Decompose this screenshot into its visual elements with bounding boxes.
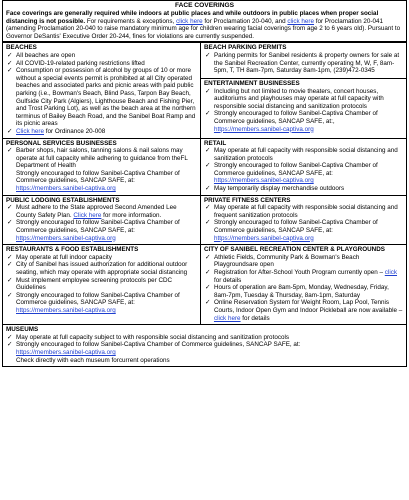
item-text: Strongly encouraged to follow Sanibel-Captiva Chamber of Commerce guidelines, SANCAP SAFE, at: <box>16 291 180 307</box>
recreation-section <box>200 245 406 325</box>
item-text: Consumption or possession of alcohol by groups of 10 or more without a special events permit is prohibited at all City operated beaches and associated parks and picnic areas with paid public parking (i.e., Bowman's Beach, Blind Pass, Tarpon Bay Beach, Gulfside City Park (Algiers), Lighthouse Beach and Fishing Pier, and Trost Parking Lot), as well as the beach area at the northern terminus of Bailey Beach Road, and the Sanibel Boat Ramp and its picnic areas <box>16 67 196 128</box>
continuation-text: Check directly with each museum forcurrent operations <box>16 356 170 364</box>
section-title: RESTAURANTS & FOOD ESTABLISHMENTS <box>6 246 139 254</box>
item-text: May operate at full capacity subject to with responsible social distancing and sanitization protocols <box>16 333 290 341</box>
sancap-safe-link[interactable]: https://members.sanibel-captiva.org <box>213 234 314 242</box>
list-item <box>6 60 197 68</box>
item-text: Strongly encouraged to follow Sanibel-Captiva Chamber of Commerce guidelines, SANCAP SAFE, at: <box>16 341 301 349</box>
item-text: May operate at full capacity with responsible social distancing and sanitization protocols <box>213 147 398 162</box>
item-text: Strongly encouraged to follow Sanibel-Captiva Chamber of Commerce guidelines, SANCAP SAFE, at: <box>16 169 180 185</box>
check-icon: ✓ <box>204 269 211 276</box>
check-icon: ✓ <box>7 204 13 212</box>
check-icon: ✓ <box>204 284 211 292</box>
lodging-section <box>3 195 201 245</box>
check-icon: ✓ <box>204 147 211 155</box>
proclamation-20-040-link[interactable]: click here <box>176 17 203 25</box>
check-icon: ✓ <box>7 333 13 341</box>
check-icon: ✓ <box>204 51 211 59</box>
museums-section <box>3 325 407 367</box>
list-item <box>204 299 403 322</box>
list-item <box>204 110 403 133</box>
item-text: Must adhere to the State approved Second Amended Lee County Safety Plan. <box>16 204 177 219</box>
list-item <box>204 162 403 185</box>
check-icon: ✓ <box>7 67 13 75</box>
ordinance-link[interactable]: Click here <box>16 127 44 135</box>
intro-text: for Proclamation 20-040, and <box>202 17 288 25</box>
item-text: Strongly encouraged to follow Sanibel-Captiva Chamber of Commerce guidelines, SANCAP SAFE, at: <box>16 219 180 235</box>
list-item <box>6 277 197 292</box>
sancap-safe-link[interactable]: https://members.sanibel-captiva.org <box>213 125 314 133</box>
restaurants-section <box>3 245 201 325</box>
intro-text: For requirements & exceptions, <box>85 17 177 25</box>
list-item <box>6 292 197 315</box>
check-icon: ✓ <box>7 276 13 284</box>
check-icon: ✓ <box>7 219 13 227</box>
check-icon: ✓ <box>7 291 13 299</box>
check-icon: ✓ <box>204 219 211 227</box>
check-icon: ✓ <box>7 261 13 269</box>
face-coverings-section <box>2 0 407 42</box>
item-text: All beaches are open <box>16 51 76 59</box>
guidelines-table <box>2 42 407 367</box>
section-title: RETAIL <box>203 139 227 147</box>
list-item <box>204 147 403 162</box>
item-text: May temporarily display merchandise outdoors <box>213 185 345 193</box>
list-item <box>6 219 197 242</box>
continuation-text <box>6 170 197 193</box>
item-text: Hours of operation are 8am-5pm, Monday, Wednesday, Friday, 8am-7pm, Tuesday & Thursday, 8am-1pm, Saturday <box>213 284 389 299</box>
check-icon: ✓ <box>7 253 13 261</box>
check-icon: ✓ <box>7 341 13 349</box>
face-coverings-text <box>6 10 403 40</box>
sancap-safe-link[interactable]: https://members.sanibel-captiva.org <box>16 185 116 193</box>
list-item <box>6 52 197 60</box>
list-item <box>6 204 197 219</box>
document <box>2 0 407 367</box>
section-title: MUSEUMS <box>6 326 39 334</box>
check-icon: ✓ <box>7 59 13 67</box>
personal-services-section <box>3 138 201 195</box>
item-text: for details <box>240 314 270 322</box>
check-icon: ✓ <box>204 253 211 261</box>
list-item <box>204 254 403 269</box>
youth-program-link[interactable]: click <box>384 269 398 276</box>
list-item <box>204 185 403 193</box>
item-text: May operate at full indoor capacity <box>16 253 112 261</box>
section-title: BEACHES <box>6 44 37 52</box>
item-text: Strongly encouraged to follow Sanibel-Captiva Chamber of Commerce guidelines, SANCAP SAFE, at:, <box>213 110 378 126</box>
beach-parking-section <box>200 43 406 79</box>
list-item <box>6 147 197 170</box>
sancap-safe-link[interactable]: https://members.sanibel-captiva.org <box>213 177 314 185</box>
safety-plan-link[interactable]: Click here <box>73 211 102 219</box>
list-item <box>6 67 197 128</box>
item-text: Parking permits for Sanibel residents & property owners for sale at the Sanibel Recreation Center, currently operating M, W, F, 8am-5pm, T, TH 8am-7pm, Saturday 8am-1pm, (239)472-0345 <box>213 51 400 75</box>
sancap-safe-link[interactable]: https://members.sanibel-captiva.org <box>16 306 116 314</box>
item-text: City of Sanibel has issued authorization for additional outdoor seating, which may operate with appropriate social distancing <box>16 261 188 276</box>
section-title: FACE COVERINGS <box>175 2 234 9</box>
list-item <box>6 254 197 262</box>
item-text: Including but not limited to movie theaters, concert houses, auditoriums and playhouses may operate at full capacity with responsible social distancing and sanitization protocols <box>213 87 384 110</box>
list-item <box>6 341 403 356</box>
check-icon: ✓ <box>204 162 211 170</box>
list-item <box>204 219 403 242</box>
item-text: for more information. <box>101 211 162 219</box>
check-icon: ✓ <box>7 147 13 155</box>
proclamation-20-041-link[interactable]: click here <box>287 17 315 25</box>
retail-section <box>200 138 406 195</box>
section-title: PERSONAL SERVICES BUSINESSES <box>6 139 117 147</box>
list-item <box>204 88 403 111</box>
list-item <box>6 334 403 342</box>
check-icon: ✓ <box>204 87 211 95</box>
list-item <box>6 128 197 136</box>
item-text: for details <box>213 276 242 284</box>
item-text: for Ordinance 20-008 <box>44 127 106 135</box>
check-icon: ✓ <box>7 127 13 135</box>
list-item <box>204 204 403 219</box>
list-item <box>204 284 403 299</box>
section-title: BEACH PARKING PERMITS <box>203 44 287 52</box>
list-item <box>6 261 197 276</box>
check-icon: ✓ <box>204 204 211 212</box>
item-text: Strongly encouraged to follow Sanibel-Captiva Chamber of Commerce guidelines, SANCAP SAFE, at: <box>213 219 378 235</box>
beaches-section <box>3 43 201 138</box>
item-text: Athletic Fields, Community Park & Bowman's Beach Playgroundsare open <box>213 253 360 269</box>
item-text: Barber shops, hair salons, tanning salons & nail salons may operate at full capacity while adhering to guidance from theFL Department of Health <box>16 147 188 170</box>
check-icon: ✓ <box>7 51 13 59</box>
check-icon: ✓ <box>204 185 211 193</box>
section-title: PUBLIC LODGING ESTABLISHMENTS <box>6 196 120 204</box>
list-item <box>204 52 403 75</box>
item-text: Registration for After-School Youth Program currently open – <box>213 269 385 276</box>
list-item <box>204 269 403 284</box>
item-text: Online Reservation System for Weight Room, Lap Pool, Tennis Courts, Indoor Open Gym and Indoor Pickleball are now available – <box>213 299 403 314</box>
sancap-safe-link[interactable]: https://members.sanibel-captiva.org <box>16 234 116 242</box>
item-text: Strongly encouraged to follow Sanibel-Captiva Chamber of Commerce guidelines, SANCAP SAFE, at: <box>213 162 378 177</box>
sancap-safe-link[interactable]: https://members.sanibel-captiva.org <box>16 348 116 356</box>
check-icon: ✓ <box>204 299 211 307</box>
item-text: May operate at full capacity with responsible social distancing and frequent sanitization protocols <box>213 204 398 219</box>
section-title: CITY OF SANIBEL RECREATION CENTER & PLAYGROUNDS <box>203 246 385 254</box>
intro-text: for Proclamation 20-041 (amending Proclamation 20-040 to raise mandatory minimum age for children wearing facial coverings from age 2 to 6 years old). Pursuant to Governor DeSantis' Executive Order 20-244, fines for violations are currently suspended. <box>6 17 401 40</box>
reservation-link[interactable]: click here <box>213 314 241 322</box>
item-text: Must implement employee screening protocols per CDC Guidelines <box>16 276 173 292</box>
section-title: ENTERTAINMENT BUSINESSES <box>203 80 300 88</box>
intro-bold: Face coverings are generally required while indoors at public places and while outdoors in public places when proper social distancing is not possible. <box>6 10 379 25</box>
item-text: All COVID-19-related parking restrictions lifted <box>16 59 145 67</box>
check-icon: ✓ <box>204 110 211 118</box>
entertainment-section <box>200 79 406 138</box>
fitness-section <box>200 195 406 245</box>
section-title: PRIVATE FITNESS CENTERS <box>203 196 291 204</box>
